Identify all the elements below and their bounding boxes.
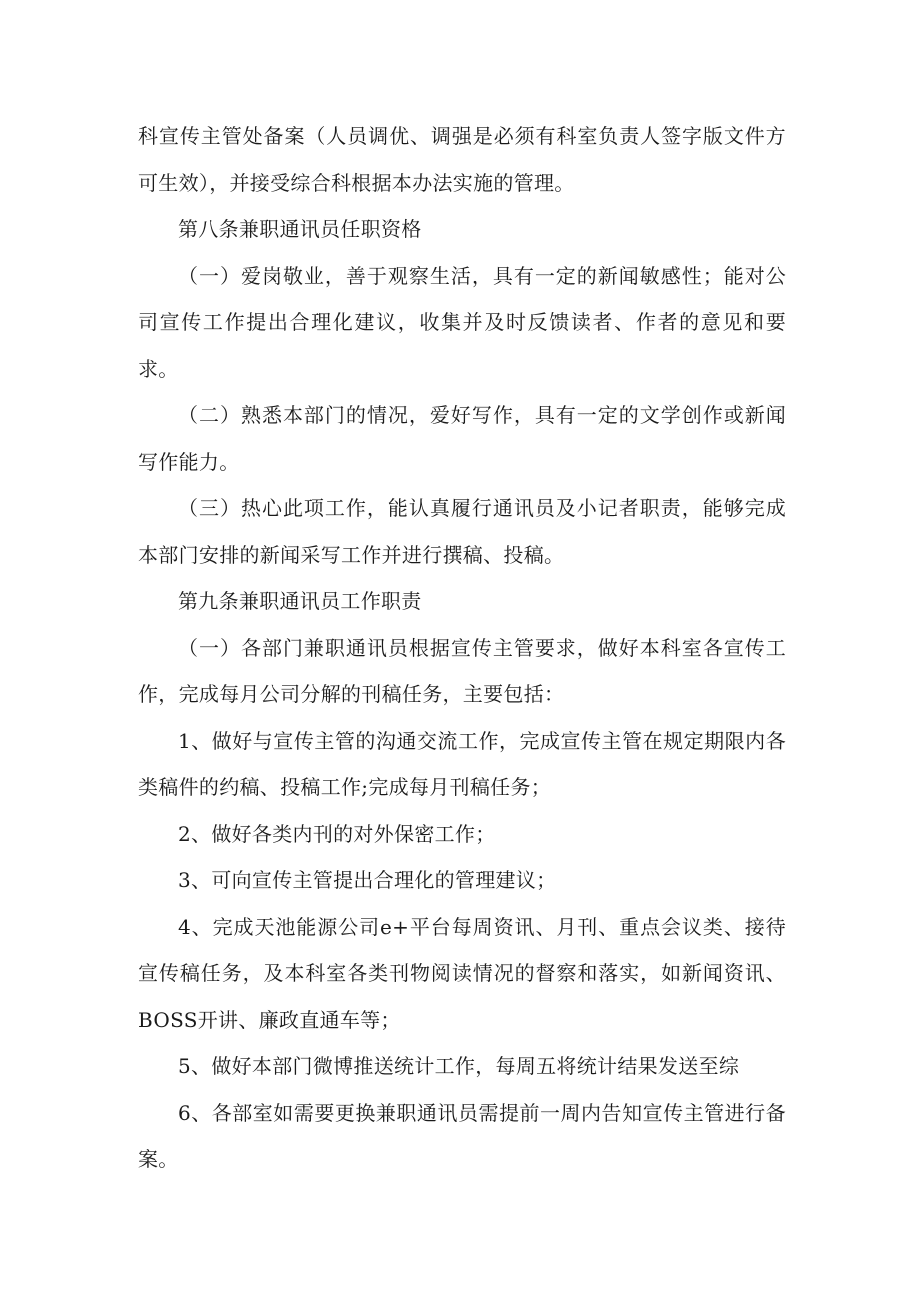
paragraph-qualification-1: （一）爱岗敬业，善于观察生活，具有一定的新闻敏感性；能对公司宣传工作提出合理化建议，收集并及时反馈读者、作者的意见和要求。 (138, 263, 786, 381)
paragraph-duty-1: （一）各部门兼职通讯员根据宣传主管要求，做好本科室各宣传工作，完成每月公司分解的刊稿任务，主要包括： (138, 635, 786, 706)
paragraph-qualification-3: （三）热心此项工作，能认真履行通讯员及小记者职责，能够完成本部门安排的新闻采写工作并进行撰稿、投稿。 (138, 496, 786, 567)
list-item-5: 5、做好本部门微博推送统计工作，每周五将统计结果发送至综 (178, 1054, 740, 1078)
heading-article-9: 第九条兼职通讯员工作职责 (178, 589, 422, 613)
list-item-4: 4、完成天池能源公司e+平台每周资讯、月刊、重点会议类、接待宣传稿任务，及本科室各类刊物阅读情况的督察和落实，如新闻资讯、BOSS开讲、廉政直通车等； (138, 914, 786, 1032)
heading-article-8: 第八条兼职通讯员任职资格 (178, 217, 422, 241)
list-item-2: 2、做好各类内刊的对外保密工作； (178, 821, 496, 846)
list-item-1: 1、做好与宣传主管的沟通交流工作，完成宣传主管在规定期限内各类稿件的约稿、投稿工作;完成每月刊稿任务； (138, 728, 786, 799)
list-item-3: 3、可向宣传主管提出合理化的管理建议； (178, 868, 557, 892)
paragraph-filing-note: 科宣传主管处备案（人员调优、调强是必须有科室负责人签字版文件方可生效），并接受综合科根据本办法实施的管理。 (138, 124, 786, 195)
paragraph-qualification-2: （二）熟悉本部门的情况，爱好写作，具有一定的文学创作或新闻写作能力。 (138, 403, 786, 474)
list-item-6: 6、各部室如需要更换兼职通讯员需提前一周内告知宣传主管进行备案。 (138, 1100, 786, 1171)
document-body (138, 113, 786, 1183)
